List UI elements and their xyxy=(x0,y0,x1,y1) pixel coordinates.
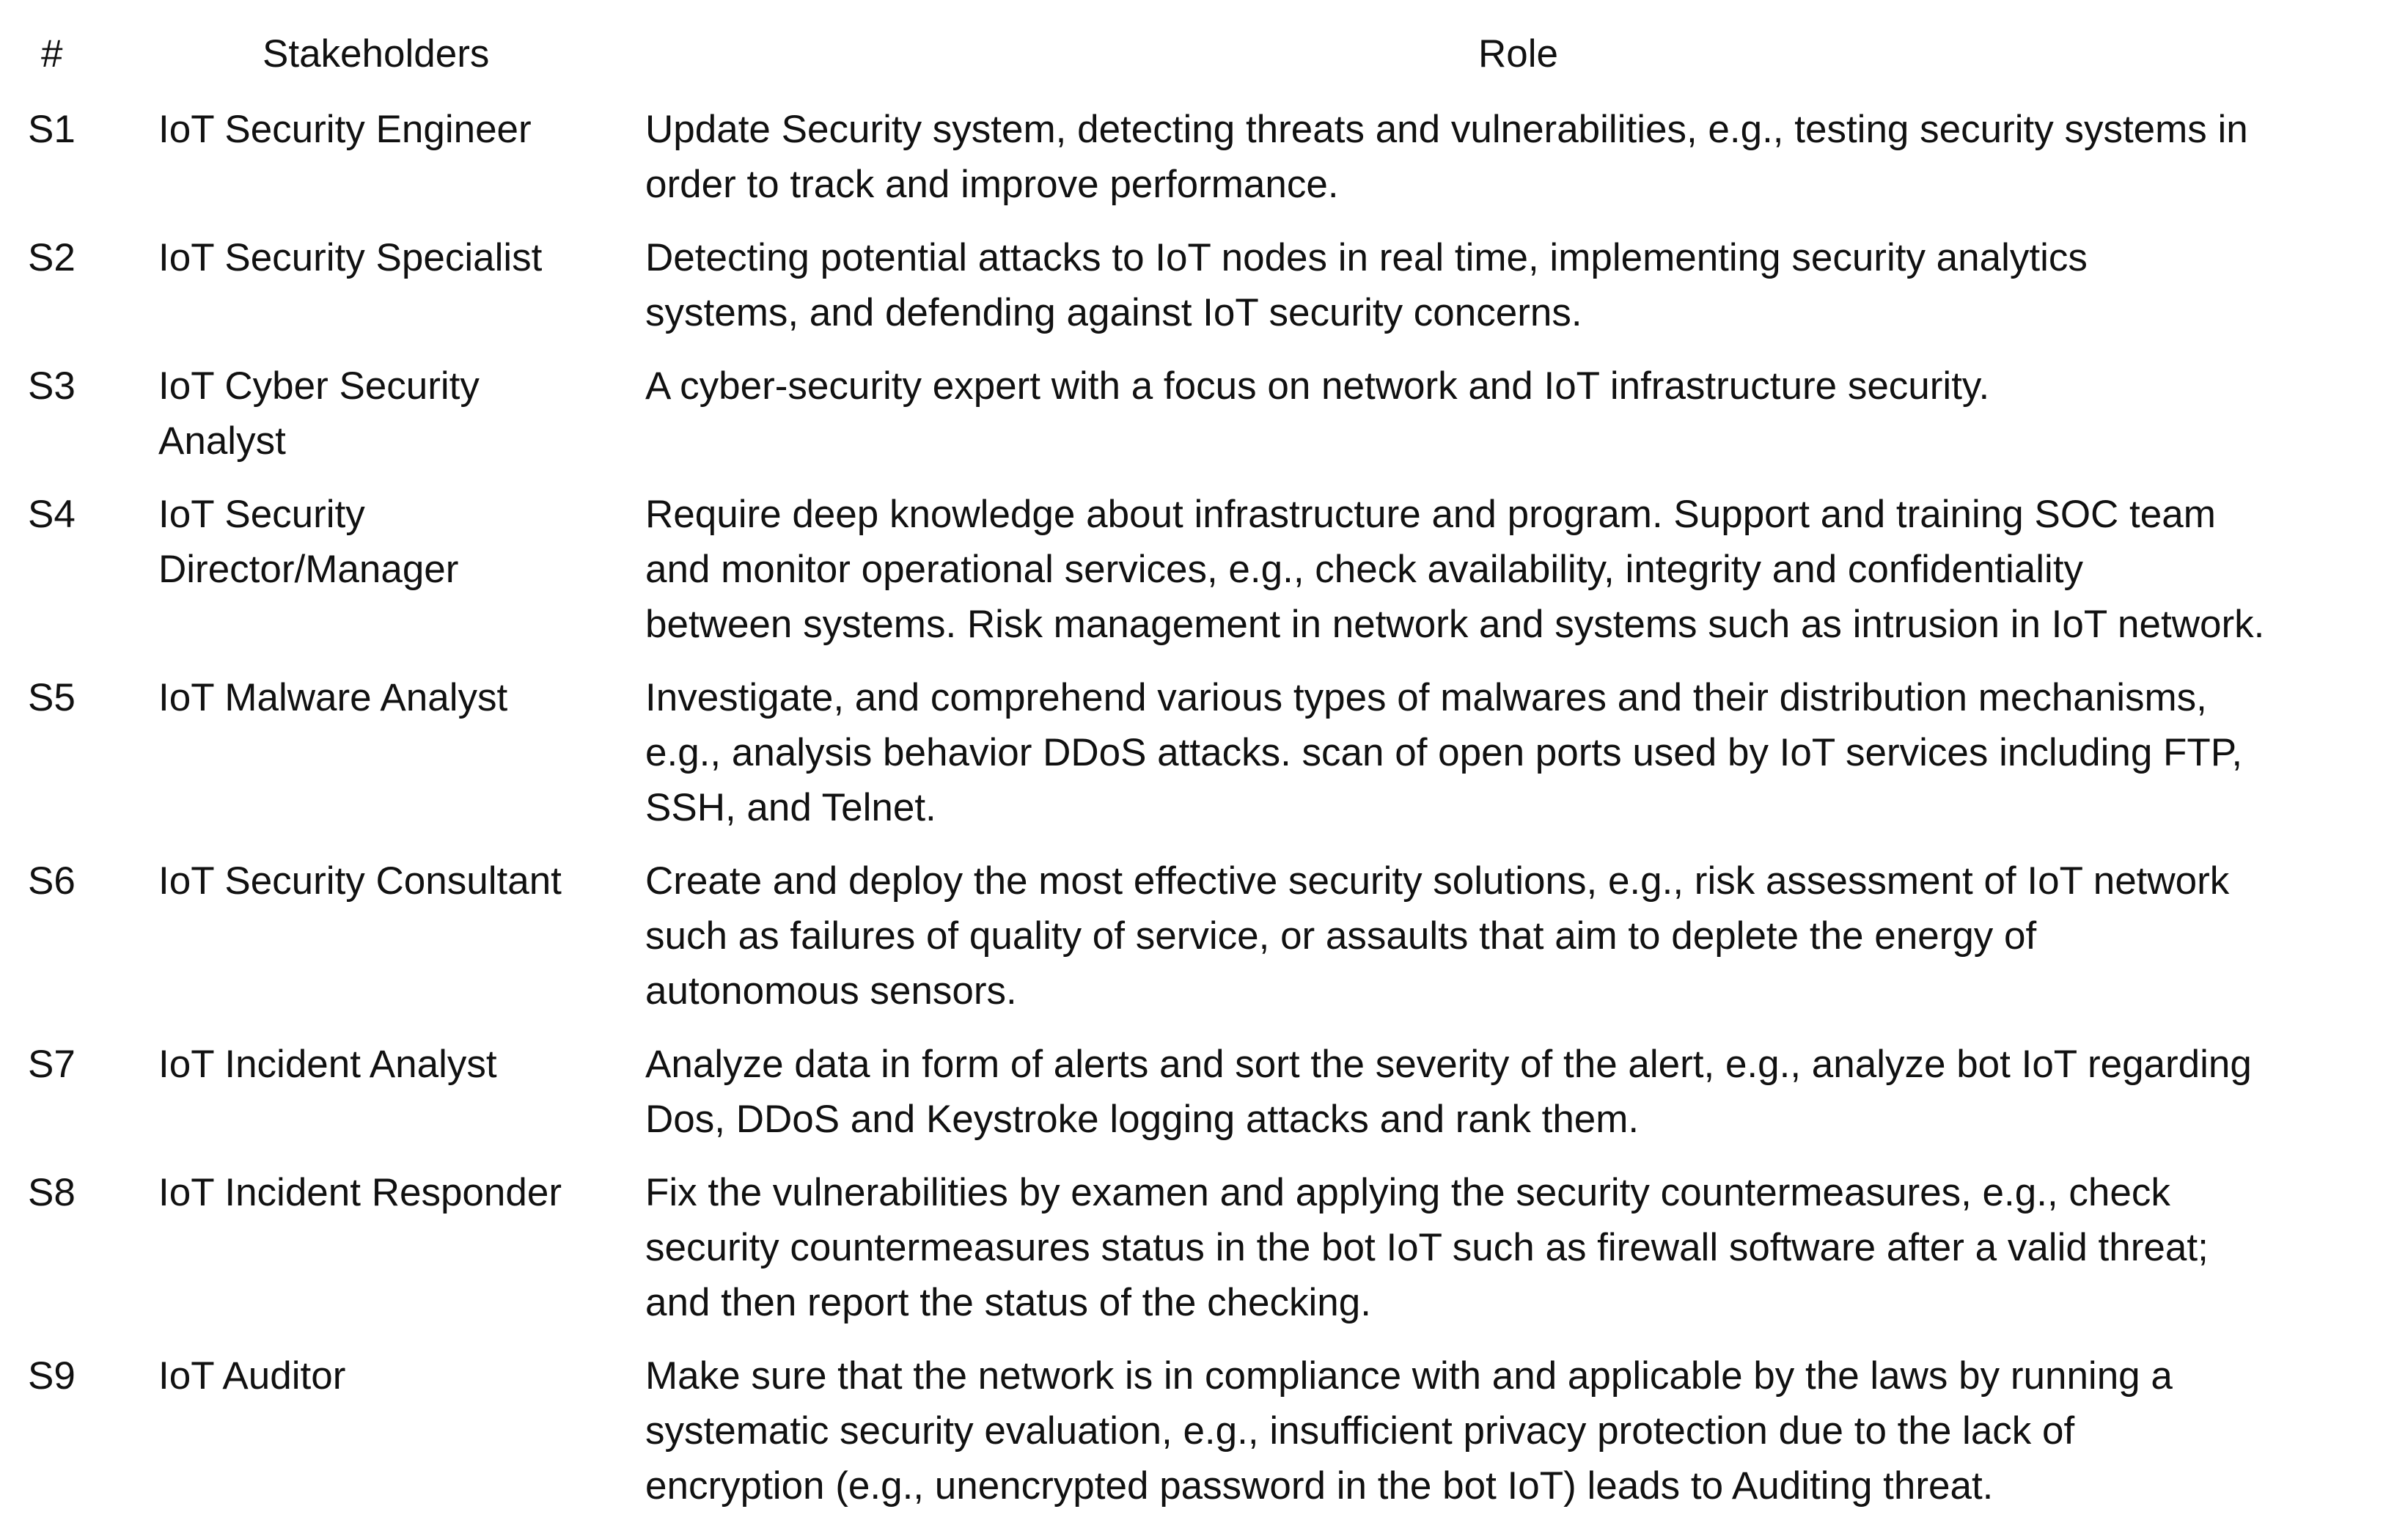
stakeholder-line: Analyst xyxy=(158,419,286,463)
role-line: e.g., analysis behavior DDoS attacks. scan of open ports used by IoT services including FTP, xyxy=(645,731,2243,774)
row-role xyxy=(645,1037,2252,1147)
stakeholder-line: IoT Security Consultant xyxy=(158,859,562,903)
row-stakeholder xyxy=(158,1165,562,1220)
row-id: S4 xyxy=(28,493,76,536)
row-role xyxy=(645,853,2229,1018)
row-role xyxy=(645,1165,2209,1330)
row-stakeholder xyxy=(158,1037,497,1092)
row-stakeholder xyxy=(158,359,480,469)
role-line: Investigate, and comprehend various types of malwares and their distribution mechanisms, xyxy=(645,676,2207,719)
row-id: S2 xyxy=(28,236,76,279)
role-line: between systems. Risk management in network and systems such as intrusion in IoT network. xyxy=(645,603,2265,646)
row-role xyxy=(645,102,2248,212)
row-id: S8 xyxy=(28,1171,76,1214)
row-id: S6 xyxy=(28,859,76,903)
role-line: Analyze data in form of alerts and sort the severity of the alert, e.g., analyze bot IoT regarding xyxy=(645,1043,2252,1086)
role-line: Update Security system, detecting threats and vulnerabilities, e.g., testing security systems in xyxy=(645,108,2248,151)
row-stakeholder xyxy=(158,670,507,725)
role-line: security countermeasures status in the bot IoT such as firewall software after a valid threat; xyxy=(645,1226,2209,1269)
stakeholder-line: IoT Cyber Security xyxy=(158,364,480,408)
role-line: systems, and defending against IoT security concerns. xyxy=(645,291,1582,334)
row-stakeholder xyxy=(158,230,542,285)
header-stakeholders: Stakeholders xyxy=(263,32,490,76)
stakeholder-line: Director/Manager xyxy=(158,548,459,591)
role-line: order to track and improve performance. xyxy=(645,163,1339,206)
row-stakeholder xyxy=(158,1348,345,1403)
stakeholder-line: IoT Auditor xyxy=(158,1354,346,1398)
row-id: S5 xyxy=(28,676,76,719)
stakeholder-line: IoT Malware Analyst xyxy=(158,676,508,719)
role-line: systematic security evaluation, e.g., insufficient privacy protection due to the lack of xyxy=(645,1409,2075,1453)
role-line: such as failures of quality of service, or assaults that aim to deplete the energy of xyxy=(645,914,2037,958)
stakeholder-line: IoT Incident Responder xyxy=(158,1171,562,1214)
role-line: Detecting potential attacks to IoT nodes in real time, implementing security analytics xyxy=(645,236,2088,279)
row-stakeholder xyxy=(158,102,532,157)
stakeholder-line: IoT Security Specialist xyxy=(158,236,543,279)
role-line: Make sure that the network is in compliance with and applicable by the laws by running a xyxy=(645,1354,2173,1398)
row-role xyxy=(645,487,2264,652)
row-id: S9 xyxy=(28,1354,76,1398)
stakeholder-line: IoT Security xyxy=(158,493,365,536)
row-id: S3 xyxy=(28,364,76,408)
row-id: S1 xyxy=(28,108,76,151)
role-line: autonomous sensors. xyxy=(645,969,1017,1013)
role-line: and monitor operational services, e.g., check availability, integrity and confidentiality xyxy=(645,548,2084,591)
role-line: Require deep knowledge about infrastructure and program. Support and training SOC team xyxy=(645,493,2216,536)
role-line: encryption (e.g., unencrypted password in the bot IoT) leads to Auditing threat. xyxy=(645,1464,1994,1508)
stakeholder-line: IoT Incident Analyst xyxy=(158,1043,497,1086)
role-line: Create and deploy the most effective security solutions, e.g., risk assessment of IoT network xyxy=(645,859,2230,903)
row-role xyxy=(645,1348,2173,1513)
stakeholder-line: IoT Security Engineer xyxy=(158,108,532,151)
header-number: # xyxy=(41,32,63,76)
row-role xyxy=(645,670,2242,835)
role-line: Dos, DDoS and Keystroke logging attacks and rank them. xyxy=(645,1098,1640,1141)
row-stakeholder xyxy=(158,487,458,597)
role-line: and then report the status of the checking. xyxy=(645,1281,1371,1324)
row-role xyxy=(645,359,1989,414)
row-role xyxy=(645,230,2088,340)
header-role: Role xyxy=(1478,32,1559,76)
role-line: Fix the vulnerabilities by examen and applying the security countermeasures, e.g., check xyxy=(645,1171,2170,1214)
role-line: SSH, and Telnet. xyxy=(645,786,936,829)
row-stakeholder xyxy=(158,853,562,908)
role-line: A cyber-security expert with a focus on network and IoT infrastructure security. xyxy=(645,364,1990,408)
row-id: S7 xyxy=(28,1043,76,1086)
